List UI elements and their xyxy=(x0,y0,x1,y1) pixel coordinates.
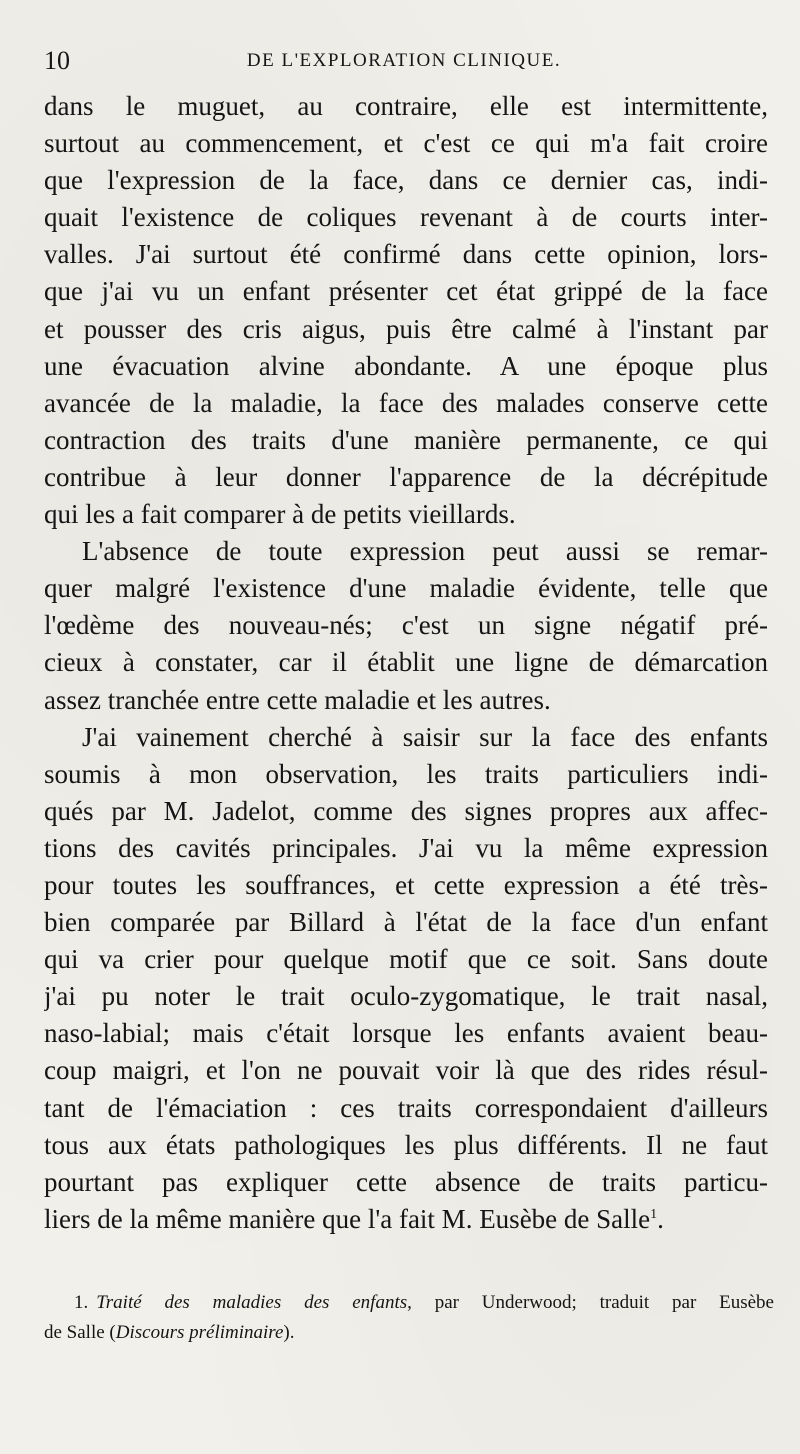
text-line: valles. J'ai surtout été confirmé dans cette opinion, lors- xyxy=(44,239,768,270)
body-text xyxy=(44,88,768,1238)
footnote xyxy=(44,1288,774,1348)
page-number: 10 xyxy=(44,46,70,75)
text-line: J'ai vainement cherché à saisir sur la face des enfants xyxy=(82,721,768,752)
text-line: liers de la même manière que l'a fait M. Eusèbe de Salle xyxy=(44,1203,651,1234)
text-line: tant de l'émaciation : ces traits correspondaient d'ailleurs xyxy=(44,1092,768,1123)
text-line: bien comparée par Billard à l'état de la face d'un enfant xyxy=(44,907,768,938)
text-line: naso-labial; mais c'était lorsque les enfants avaient beau- xyxy=(44,1018,768,1049)
text-line: contraction des traits d'une manière permanente, ce qui xyxy=(44,424,768,455)
text-line: assez tranchée entre cette maladie et les autres. xyxy=(44,684,551,715)
text-line: pourtant pas expliquer cette absence de traits particu- xyxy=(44,1166,768,1197)
text-line: qui les a fait comparer à de petits vieillards. xyxy=(44,499,516,530)
footnote-text: , par Underwood; traduit par Eusèbe xyxy=(407,1292,774,1313)
text-line: cieux à constater, car il établit une ligne de démarcation xyxy=(44,647,768,678)
text-line: soumis à mon observation, les traits particuliers indi- xyxy=(44,758,768,789)
text-line: tous aux états pathologiques les plus différents. Il ne faut xyxy=(44,1129,768,1160)
footnote-reference: 1 xyxy=(650,1206,658,1222)
footnote-line xyxy=(44,1318,774,1348)
footnote-subtitle: Discours préliminaire xyxy=(115,1322,284,1343)
text-line: une évacuation alvine abondante. A une époque plus xyxy=(44,350,768,381)
running-title: DE L'EXPLORATION CLINIQUE. xyxy=(246,50,562,71)
text-line: tions des cavités principales. J'ai vu la même expression xyxy=(44,832,768,863)
text-line: que j'ai vu un enfant présenter cet état grippé de la face xyxy=(44,276,768,307)
text-line: qués par M. Jadelot, comme des signes propres aux affec- xyxy=(44,795,768,826)
running-head xyxy=(44,46,764,86)
text-line: L'absence de toute expression peut aussi se remar- xyxy=(82,536,768,567)
text-line: coup maigri, et l'on ne pouvait voir là que des rides résul- xyxy=(44,1055,768,1086)
text-line: quait l'existence de coliques revenant à de courts inter- xyxy=(44,202,768,233)
text-line: surtout au commencement, et c'est ce qui m'a fait croire xyxy=(44,128,768,159)
text-line: contribue à leur donner l'apparence de la décrépitude xyxy=(44,461,768,492)
text-line: l'œdème des nouveau-nés; c'est un signe négatif pré- xyxy=(44,610,768,641)
text-line: avancée de la maladie, la face des malades conserve cette xyxy=(44,387,768,418)
footnote-line xyxy=(44,1288,774,1318)
text-line: j'ai pu noter le trait oculo-zygomatique, le trait nasal, xyxy=(44,981,768,1012)
text-line: dans le muguet, au contraire, elle est intermittente, xyxy=(44,91,768,121)
footnote-text: ). xyxy=(283,1322,295,1343)
footnote-title: Traité des maladies des enfants xyxy=(96,1292,408,1313)
footnote-marker: 1. xyxy=(74,1292,89,1313)
text-line: pour toutes les souffrances, et cette expression a été très- xyxy=(44,869,768,900)
text-line: quer malgré l'existence d'une maladie évidente, telle que xyxy=(44,573,768,604)
text-line: qui va crier pour quelque motif que ce soit. Sans doute xyxy=(44,944,768,975)
footnote-text: de Salle ( xyxy=(44,1322,116,1343)
text-line: et pousser des cris aigus, puis être calmé à l'instant par xyxy=(44,313,768,344)
text-line-final: liers de la même manière que l'a fait M. Eusèbe de Salle$^1$. xyxy=(44,1203,664,1234)
text-line: que l'expression de la face, dans ce dernier cas, indi- xyxy=(44,165,768,196)
